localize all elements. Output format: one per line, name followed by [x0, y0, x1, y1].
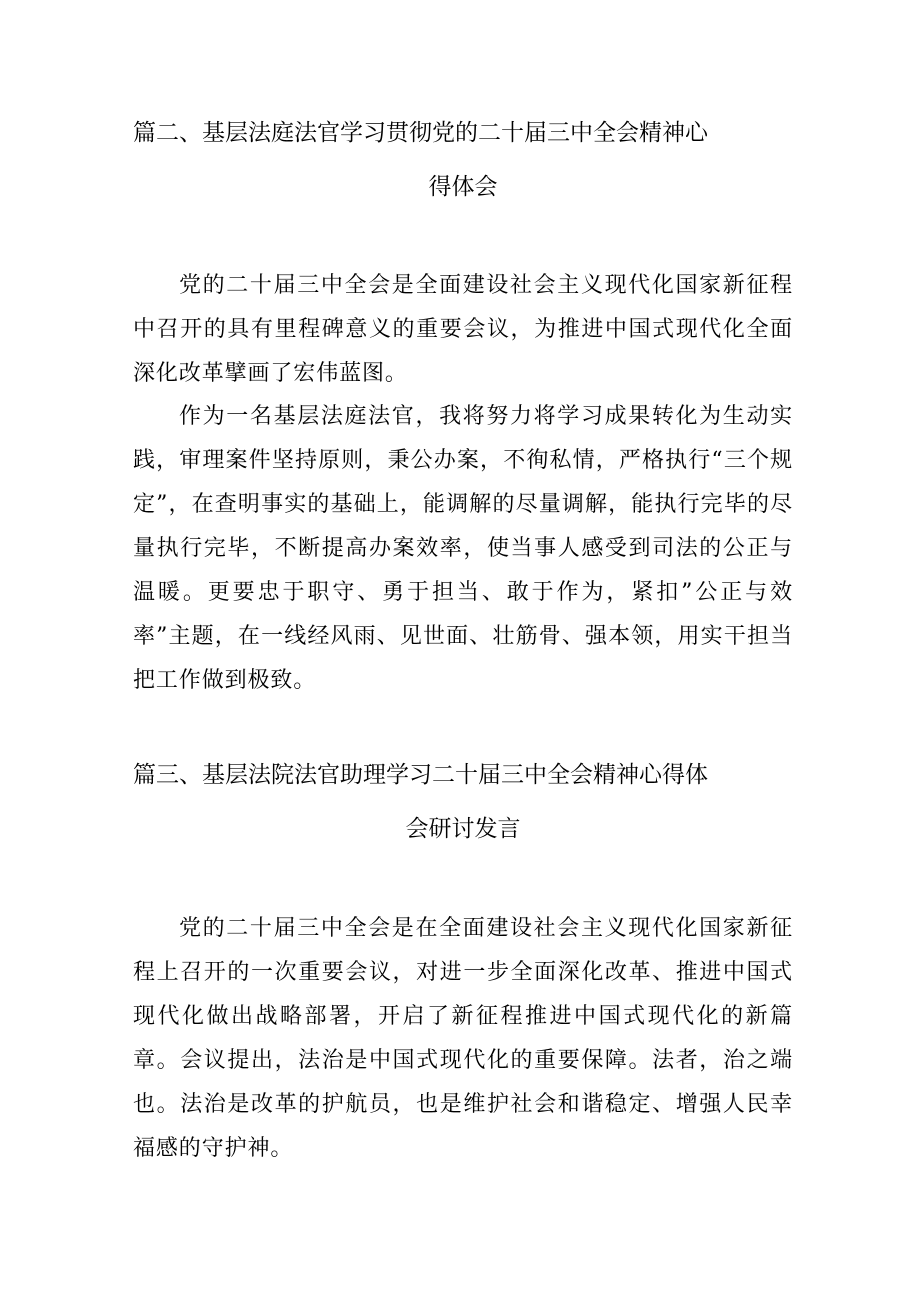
- section-2-paragraph-1: 党的二十届三中全会是全面建设社会主义现代化国家新征程中召开的具有里程碑意义的重要会议，为推进中国式现代化全面深化改革擘画了宏伟蓝图。: [133, 273, 793, 386]
- section-2-heading: [133, 106, 793, 214]
- section-2-heading-line-1: 篇二、基层法庭法官学习贯彻党的二十届三中全会精神心: [133, 120, 708, 146]
- section-3-heading-line-1: 篇三、基层法院法官助理学习二十届三中全会精神心得体: [133, 762, 708, 788]
- section-3-heading-line-2: 会研讨发言: [405, 816, 521, 842]
- section-2-paragraph-2: 作为一名基层法庭法官，我将努力将学习成果转化为生动实践，审理案件坚持原则，秉公办案，不徇私情，严格执行“三个规定”，在查明事实的基础上，能调解的尽量调解，能执行完毕的尽量执行完毕，不断提高办案效率，使当事人感受到司法的公正与温暖。更要忠于职守、勇于担当、敢于作为，紧扣”公正与效率”主题，在一线经风雨、见世面、壮筋骨、强本领，用实干担当把工作做到极致。: [133, 404, 793, 693]
- section-3-paragraph-1: 党的二十届三中全会是在全面建设社会主义现代化国家新征程上召开的一次重要会议，对进一步全面深化改革、推进中国式现代化做出战略部署，开启了新征程推进中国式现代化的新篇章。会议提出，法治是中国式现代化的重要保障。法者，治之端也。法治是改革的护航员，也是维护社会和谐稳定、增强人民幸福感的守护神。: [133, 916, 793, 1161]
- section-3-heading: [133, 748, 793, 856]
- section-2-heading-line-2: 得体会: [428, 174, 498, 200]
